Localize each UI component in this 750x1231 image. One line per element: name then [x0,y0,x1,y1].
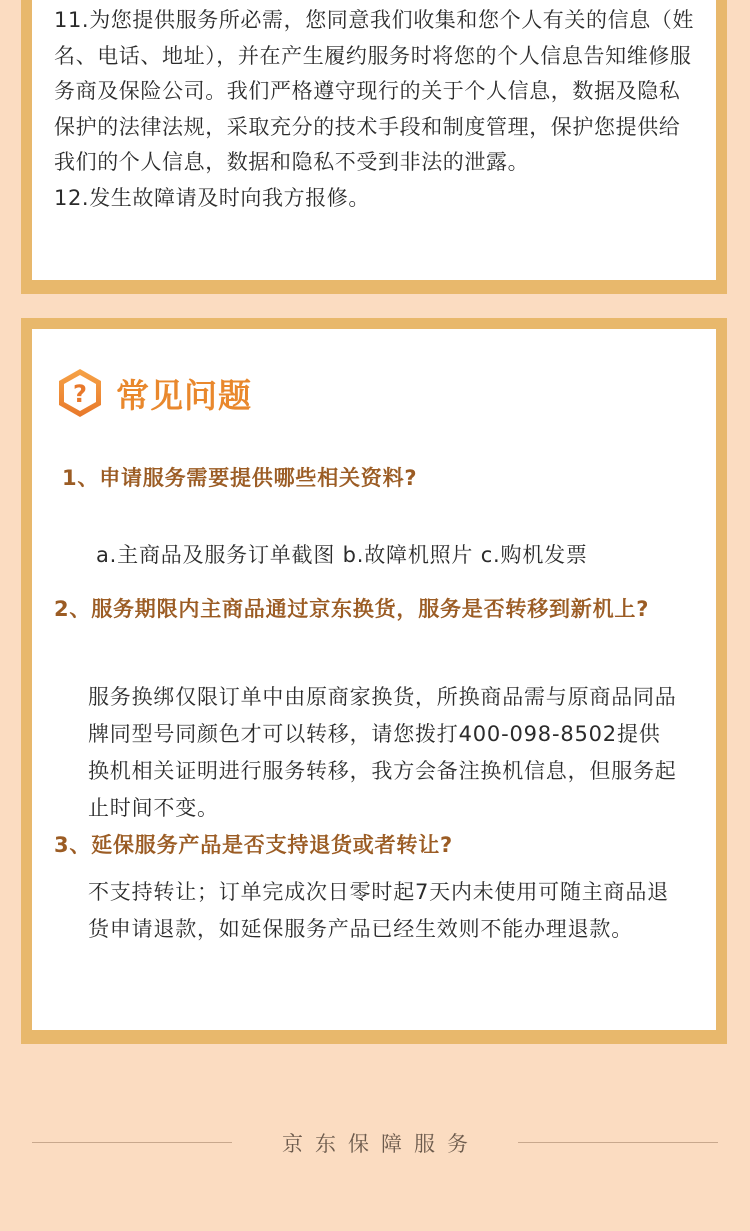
faq-question-3: 3、延保服务产品是否支持退货或者转让? [54,833,453,857]
faq-question-2: 2、服务期限内主商品通过京东换货，服务是否转移到新机上? [54,597,650,621]
terms-item-11: 11.为您提供服务所必需，您同意我们收集和您个人有关的信息（姓名、电话、地址），并在产生履约服务时将您的个人信息告知维修服务商及保险公司。我们严格遵守现行的关于个人信息，数据及隐私保护的法律法规，采取充分的技术手段和制度管理，保护您提供给我们的个人信息，数据和隐私不受到非法的泄露。 [54,8,694,174]
faq-title: 常见问题 [116,375,252,415]
footer-divider-right [518,1142,718,1143]
footer-divider-left [32,1142,232,1143]
faq-header [56,365,252,421]
terms-item-12: 12.发生故障请及时向我方报修。 [54,185,370,210]
footer-text: 京东保障服务 [282,1132,480,1156]
question-hexagon-icon [56,367,104,419]
faq-card-body [32,329,716,1030]
svg-text:?: ? [73,380,87,408]
terms-text [54,3,694,216]
faq-answer-3: 不支持转让；订单完成次日零时起7天内未使用可随主商品退货申请退款，如延保服务产品已经生效则不能办理退款。 [88,880,669,941]
terms-card-body [32,0,716,280]
faq-question-1: 1、申请服务需要提供哪些相关资料? [62,466,418,490]
faq-card [21,318,727,1044]
footer [0,1122,750,1162]
terms-card [21,0,727,294]
faq-answer-1: a.主商品及服务订单截图 b.故障机照片 c.购机发票 [96,543,588,567]
faq-answer-2: 服务换绑仅限订单中由原商家换货，所换商品需与原商品同品牌同型号同颜色才可以转移，请您拨打400-098-8502提供换机相关证明进行服务转移，我方会备注换机信息，但服务起止时间不变。 [88,685,677,820]
